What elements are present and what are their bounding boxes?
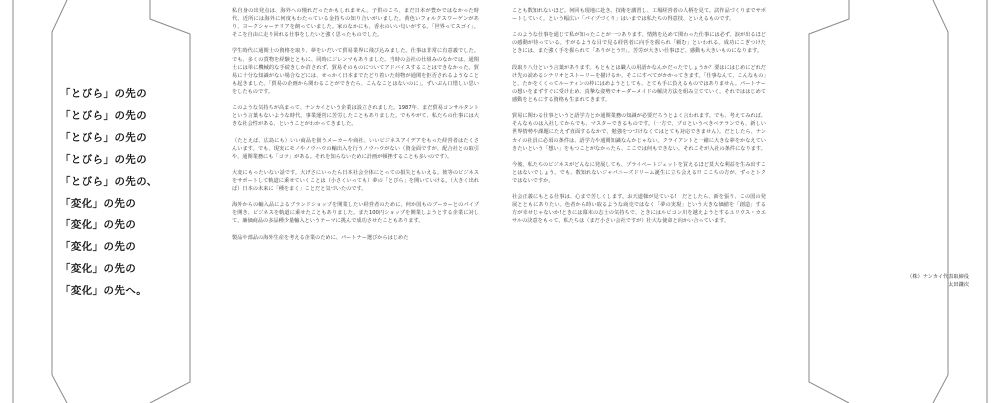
- paragraph: 私自身の出発点は、海外への憧れだったかもしれません。子供のころ、まだ日本が豊かではなかった時代、近所には海外に何度もわたっている金持ちの知り合いがいました。黄色いフォルクスワーゲンがあり、ヨークシャーテリアを飼っていました。家のなかにも、香水のいい匂いがする。「世界ってスゴイ」。そこを自由に走り回れる仕事をしたいと強く思ったものでした。: [232, 8, 479, 39]
- slogan-line: 「とびら」の先の: [60, 131, 148, 144]
- signature-title: （株）ナンカイ代表取締役: [907, 274, 969, 280]
- slogan-line: 「とびら」の先の: [60, 153, 148, 166]
- slogan-line: 「変化」の先の: [60, 197, 137, 210]
- paragraph: ことも数知れないほど。何回も現地に赴き、技術を講習し、工場経営者の人柄を見て。試作品づくりまでサポートしていく。という幅広い「パイプづくり」はいまでは私たちの得意技、といえるものです。: [512, 8, 766, 23]
- slogan-line: 「変化」の先へ。: [60, 285, 148, 298]
- paragraph: 大変にもったいない話です。大げさにいったら日本社会全体にとっての損失ともいえる。彼等のビジネスをサポートして軌道に乗せていくことは（小さくいっても）夢の「とびら」を開いていける。（大きく出れば）日本の未来に「種をまく」ことだと気づいたのです。: [232, 169, 479, 193]
- slogan-line: 「変化」の先の: [60, 263, 137, 276]
- slogan-line: 「とびら」の先の: [60, 88, 148, 100]
- paragraph: 製品や部品の海外生産を考える企業のために、パートナー選びからはじめた: [232, 234, 409, 241]
- signature-block: [873, 273, 969, 289]
- signature-name: 太田鎌次: [948, 282, 969, 288]
- paragraph: 今後、私たちのビジネスがどんなに発展しても、プライベートジェットを買えるほど莫大な利益を生み出すことはないでしょう。でも、数知れないジャパニーズドリーム誕生に立ち会える!! ここちの方が、ずっとトクではないですか。: [512, 161, 766, 184]
- paragraph: 学生時代に通関士の資格を取り、夢をいだいて貿易業界に飛び込みました。仕事は非常に有意義でした。でも、多くの貨物を経験とともに、同時にジレンマもありました。当時の会社の仕組みのなかでは、通関士には単に機械的な手続きしか許されず、貿易そのものについてアドバイスすることはできなかった。貿易に十分な知識がない場合などには、せっかく日本までたどり着いた荷物が通関を拒否されるようなことも起きました。「貿易の企画から関わることができたら、こんなことはないのに」。ずいぶん口惜しい思いをしたものです。: [232, 48, 479, 95]
- paragraph: （たとえば、広島にも）いい商品を扱うメーカーや商社、いいビジネスアイデアをもった経営者はたくさんいます。でも、現実にモノやノウハウの輸出入を行うノウハウがない（資金面ですが、配合社との取引や、通関業務にも「コツ」がある。それを知らないために計画が頓挫することも多いのです）。: [232, 137, 479, 160]
- paragraph: このような気持ちが高まって、ナンカイという企業は設立されました。1987年、まだ貿易コンサルタントという言葉もないような時代。事業運営に苦労したこともありました。でもやがて、私たちの仕事には大きな社会性がある、ということがわかってきました。: [232, 105, 479, 128]
- slogan-line: 「変化」の先の: [60, 219, 137, 232]
- slogan-line: 「変化」の先の: [60, 241, 137, 254]
- body-column-right: [512, 7, 766, 234]
- paragraph: 社会正義にもとる仕事は、心まで苦しくします。お天道様が見ている! だとしたら、新を張り、この国の発展とともにありたい。色者から時い取るような商売ではなく「夢の実現」という大きな価値を「創造」する方が幸せじゃないか!ときには幕末の志士の気持ちで、ときにはルビコン川を越えようとするユリウス・カエサルの決意をもって。私たちは（まだ小さい会社ですが）壮大な使命と向かい合っています。: [512, 194, 766, 225]
- slogan-block: [60, 84, 158, 303]
- right-trapezoid-panel: [809, 0, 849, 403]
- left-trapezoid-panel: [150, 0, 190, 403]
- paragraph: 海外からの輸入品によるブランドショップを開業したい経営者のために、何か国ものブーカーとのパイプを開き、ビジネスを軌道に乗せたこともありました。また100円ショップを開業しようとする企業に対して、廉価商品の多品種少量輸入というテーマに挑んで成功させたこともあります。: [232, 202, 479, 225]
- right-signature-panel: [933, 0, 948, 403]
- paragraph: 貿易に関わる仕事というと語学力とか通関業務の知識が必要だろうとよく言われます。でも、考えてみれば、そんなものは入社してからでも、マスターできるものです。（一方で、プロというべきベテランでも、新しい世界情勢や課題にたえず直面するなかで、勉強をつづけなくてはとても対応できません）。だとしたら、ナンカイの社員に必須の条件は、語学力や通関知識なんかじゃない。クライアントと一緒に大きな夢をかなえていきたいという「想い」をもつことがなかったら、ここでは何もできない。それこそが入社の条件になります。: [512, 113, 766, 152]
- body-column-left: [232, 7, 479, 250]
- slogan-line: 「とびら」の先の: [60, 109, 148, 122]
- paragraph: このような仕事を通じて私が知ったことが一つあります。情熱を込めて関わった仕事には必ず、涙が出るほどの感動が待っている。すがるような目で見る経営者に向手を握られ「頼む」といわれる。成功にこぎつけたときには、また強く手を握られて「ありがとう!!」。苦労が大きい仕事ほど、感動も大きいものになります。: [512, 32, 766, 55]
- paragraph: 段取り八分という言葉があります。もともとは職人の用語かなんかだったでしょうか？要はにはじめにどれだけ先の読めるシナリオとストーリーを描けるか。そこにすべてがかかってきます。「仕事なんて、こんなもの」と、たかをくくってルーティンの枠にはめようとしても、とても手に負えるものではありません。パートナーの想いをまずすぐに受け止め、真摯な姿勢でオーダーメイドの解決方法を組み立てていく。それでははじめて感動をともにする資格も生まれてきます。: [512, 64, 766, 104]
- slogan-line: 「とびら」の先の、: [60, 175, 158, 188]
